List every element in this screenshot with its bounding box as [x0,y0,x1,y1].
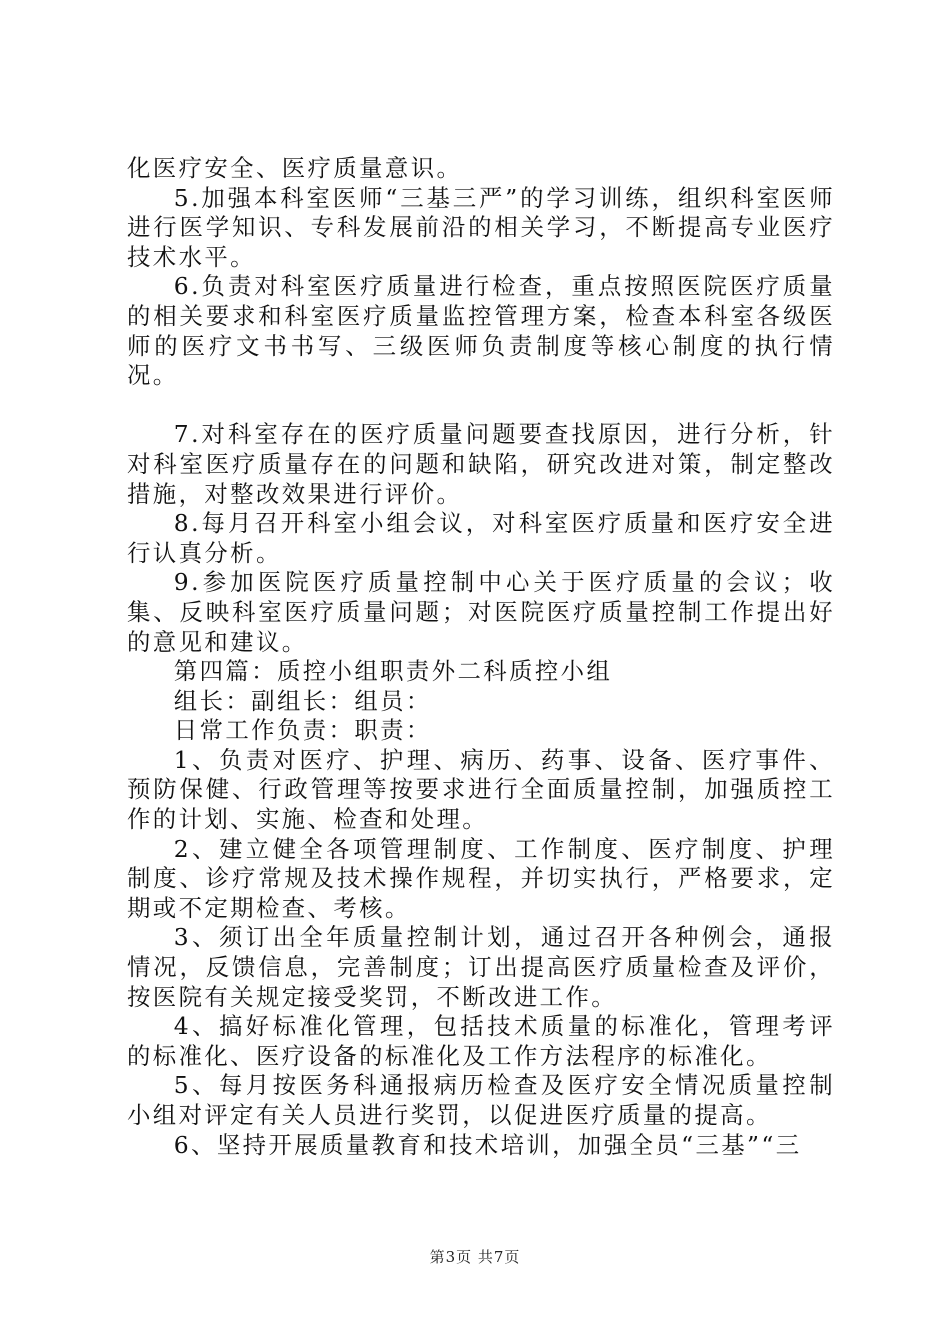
duties-line: 日常工作负责：职责： [173,716,432,745]
paragraph-item-7: 7.对科室存在的医疗质量问题要查找原因，进行分析，针对科室医疗质量存在的问题和缺陷，研究改进对策，制定整改措施，对整改效果进行评价。 [127,420,835,508]
paragraph-item-6: 6.负责对科室医疗质量进行检查，重点按照医院医疗质量的相关要求和科室医疗质量监控管理方案，检查本科室各级医师的医疗文书书写、三级医师负责制度等核心制度的执行情况。 [127,272,835,390]
paragraph-item-9: 9.参加医院医疗质量控制中心关于医疗质量的会议；收集、反映科室医疗质量问题；对医院医疗质量控制工作提出好的意见和建议。 [127,568,835,656]
document-body [127,154,835,1160]
paragraph-item-5: 5.加强本科室医师“三基三严”的学习训练，组织科室医师进行医学知识、专科发展前沿的相关学习，不断提高专业医疗技术水平。 [127,183,835,271]
paragraph-continuation: 化医疗安全、医疗质量意识。 [127,154,463,182]
duty-item-2: 2、建立健全各项管理制度、工作制度、医疗制度、护理制度、诊疗常规及技术操作规程，并切实执行，严格要求，定期或不定期检查、考核。 [127,834,835,922]
group-members-line: 组长：副组长：组员： [173,686,432,715]
section-heading: 第四篇：质控小组职责外二科质控小组 [173,657,613,686]
duty-item-3: 3、须订出全年质量控制计划，通过召开各种例会，通报情况，反馈信息，完善制度；订出提高医疗质量检查及评价，按医院有关规定接受奖罚，不断改进工作。 [127,923,835,1011]
duty-item-6: 6、坚持开展质量教育和技术培训，加强全员“三基”“三 [173,1130,802,1159]
page-number-footer: 第3页 共7页 [429,1248,521,1266]
duty-item-4: 4、搞好标准化管理，包括技术质量的标准化，管理考评的标准化、医疗设备的标准化及工作方法程序的标准化。 [127,1012,835,1070]
paragraph-item-8: 8.每月召开科室小组会议，对科室医疗质量和医疗安全进行认真分析。 [127,509,835,567]
duty-item-1: 1、负责对医疗、护理、病历、药事、设备、医疗事件、预防保健、行政管理等按要求进行全面质量控制，加强质控工作的计划、实施、检查和处理。 [127,745,835,834]
duty-item-5: 5、每月按医务科通报病历检查及医疗安全情况质量控制小组对评定有关人员进行奖罚，以促进医疗质量的提高。 [127,1071,835,1129]
